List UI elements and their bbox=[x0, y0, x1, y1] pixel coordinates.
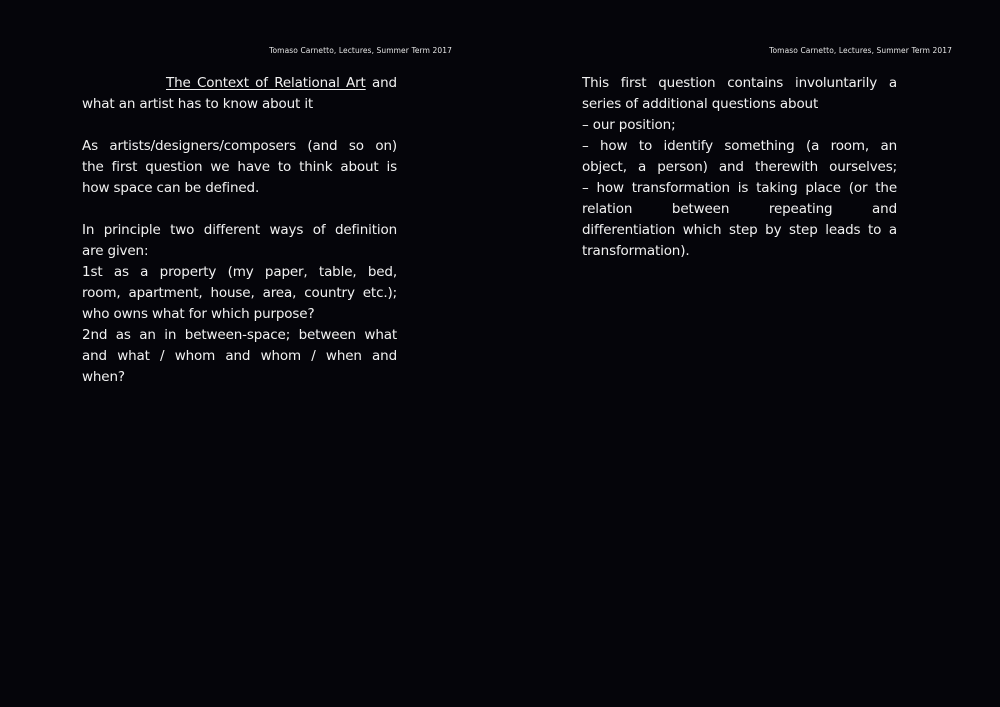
paragraph-gap bbox=[82, 115, 397, 136]
text-line: – our position; bbox=[582, 117, 676, 133]
right-page bbox=[500, 0, 1000, 707]
text-line: room, apartment, house, area, country etc.); bbox=[82, 285, 397, 301]
text-line: relation between repeating and bbox=[582, 201, 897, 217]
text-line: how space can be defined. bbox=[82, 180, 260, 196]
text-line: differentiation which step by step leads to a bbox=[582, 222, 897, 238]
text-line: are given: bbox=[82, 243, 149, 259]
text-line: object, a person) and therewith ourselves; bbox=[582, 159, 897, 175]
text-line: 2nd as an in between-space; between what bbox=[82, 327, 397, 343]
text-line: series of additional questions about bbox=[582, 96, 819, 112]
text-line: 1st as a property (my paper, table, bed, bbox=[82, 264, 397, 280]
text-line: – how to identify something (a room, an bbox=[582, 138, 897, 154]
running-header-left: Tomaso Carnetto, Lectures, Summer Term 2017 bbox=[269, 46, 452, 55]
text-line: what an artist has to know about it bbox=[82, 96, 314, 112]
text-line: and what / whom and whom / when and bbox=[82, 348, 397, 364]
text-line: when? bbox=[82, 369, 125, 385]
lecture-title: The Context of Relational Art bbox=[166, 75, 366, 91]
text-line: As artists/designers/composers (and so on) bbox=[82, 138, 397, 154]
running-header-right: Tomaso Carnetto, Lectures, Summer Term 2017 bbox=[769, 46, 952, 55]
left-text-column bbox=[82, 73, 397, 388]
lecture-title-continuation: and bbox=[372, 75, 397, 91]
paragraph-gap bbox=[82, 199, 397, 220]
text-line: who owns what for which purpose? bbox=[82, 306, 315, 322]
text-line: the first question we have to think about is bbox=[82, 159, 397, 175]
right-text-column bbox=[582, 73, 897, 262]
text-line: – how transformation is taking place (or the bbox=[582, 180, 897, 196]
text-line: transformation). bbox=[582, 243, 690, 259]
lecture-title-line bbox=[82, 73, 397, 94]
text-line: This first question contains involuntarily a bbox=[582, 75, 897, 91]
text-line: In principle two different ways of definition bbox=[82, 222, 397, 238]
